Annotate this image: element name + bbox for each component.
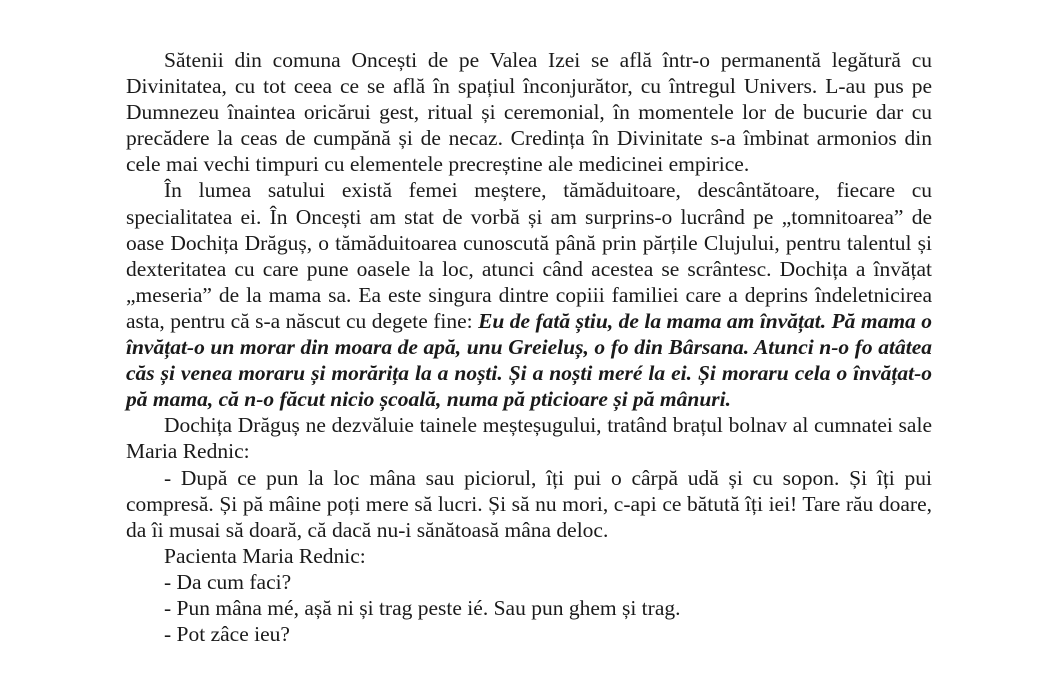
document-body <box>126 47 932 647</box>
dialogue-line-2: - Da cum faci? <box>164 569 292 594</box>
paragraph-intro: Sătenii din comuna Oncești de pe Valea Izei se află într-o permanentă legătură cu Divinitatea, cu tot ceea ce se află în spațiul înconjurător, cu întregul Univers. L-au pus pe Dumnezeu înaintea oricărui gest, ritual și ceremonial, în momentele lor de bucurie dar cu precădere la ceas de cumpănă și de necaz. Credința în Divinitate s-a îmbinat armonios din cele mai vechi timpuri cu elementele precreștine ale medicinei empirice. <box>126 48 932 177</box>
paragraph-healer <box>126 177 932 412</box>
quote-italic: Eu de fată știu, de la mama am învățat. Pă mama o învățat-o un morar din moara de apă, unu Greieluș, o fo din Bârsana. Atunci n-o fo atâtea căs și venea moraru și morărița la a noști. Și a noști meré la ei. Și moraru cela o învățat-o pă mama, că n-o făcut nicio școală, numa pă pticioare și pă mânuri. <box>126 308 932 412</box>
dialogue-line-4: - Pot zâce ieu? <box>164 622 290 647</box>
dialogue-line-3: - Pun mâna mé, așă ni și trag peste ié. Sau pun ghem și trag. <box>164 595 681 620</box>
paragraph-healer-text: În lumea satului există femei meștere, tămăduitoare, descântătoare, fiecare cu specialitatea ei. În Oncești am stat de vorbă și am surprins-o lucrând pe „tomnitoarea” de oase Dochița Drăguș, o tămăduitoarea cunoscută până prin părțile Clujului, pentru talentul și dexteritatea cu care pune oasele la loc, atunci când acestea se scrântesc. Dochița a învățat „meseria” de la mama sa. Ea este singura dintre copiii familiei care a deprins îndeletnicirea asta, pentru că s-a născut cu degete fine: <box>126 178 932 333</box>
paragraph-dochita: Dochița Drăguș ne dezvăluie tainele meșteșugului, tratând brațul bolnav al cumnatei sale Maria Rednic: <box>126 413 932 464</box>
dialogue-line-1: - După ce pun la loc mâna sau piciorul, îți pui o cârpă udă și cu sopon. Și îți pui compresă. Și pă mâine poți mere să lucri. Și să nu mori, c-api ce bătută îți iei! Tare rău doare, da îi musai să doară, că dacă nu-i sănătoasă mâna deloc. <box>126 465 932 542</box>
dialogue-speaker: Pacienta Maria Rednic: <box>164 543 366 568</box>
